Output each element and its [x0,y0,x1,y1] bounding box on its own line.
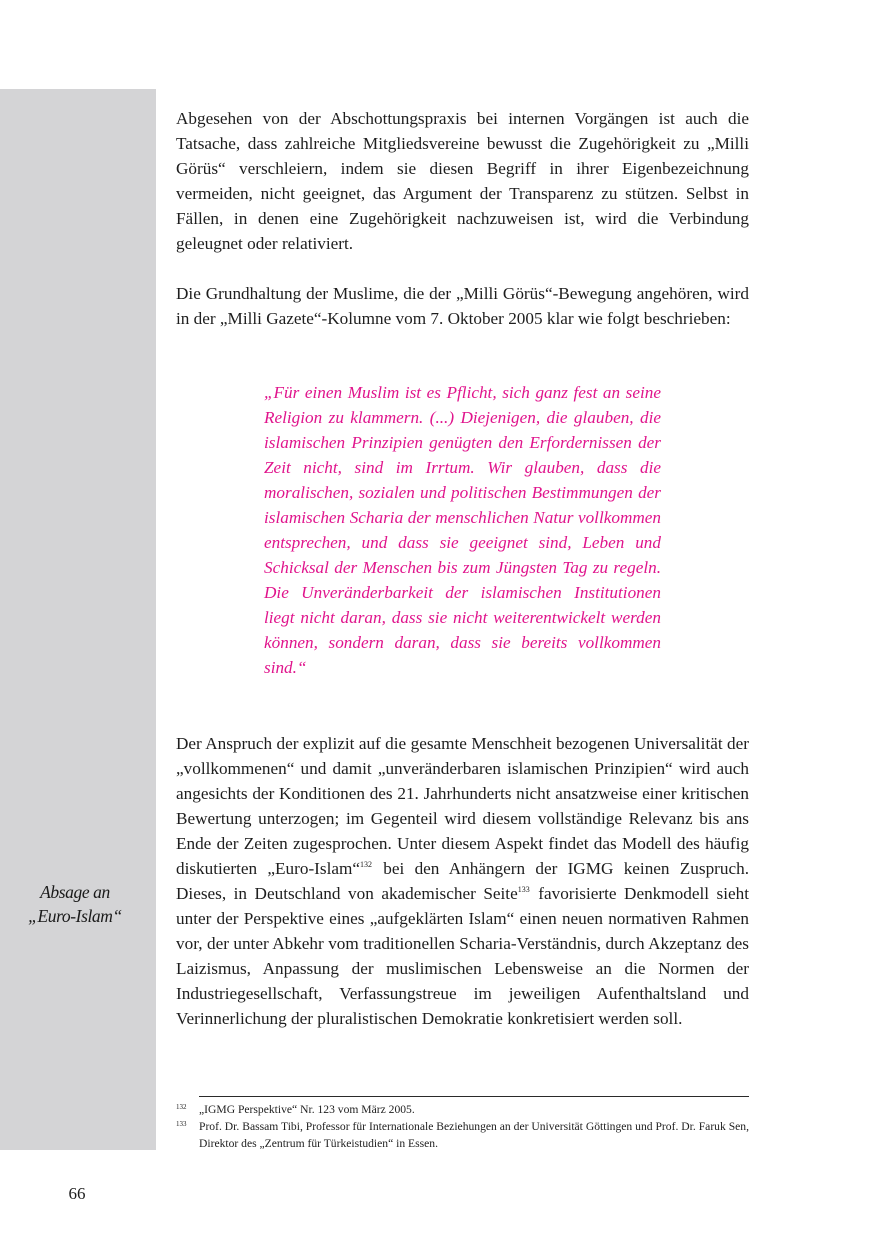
footnote-divider [199,1096,749,1097]
footnote-number: 132 [176,1103,187,1111]
footnote-133 [176,1118,749,1152]
footnote-text: „IGMG Perspektive“ Nr. 123 vom März 2005. [199,1103,415,1116]
paragraph-3 [176,731,749,1031]
footnote-ref-132[interactable]: 132 [360,860,373,869]
paragraph-3-text-a: Der Anspruch der explizit auf die gesamte Menschheit bezogenen Universalität der „vollkommenen“ und damit „unveränderbaren islamischen Prinzipien“ wird auch angesichts der Konditionen des 21. Jahrhunderts nicht ansatzweise einer kritischen Bewertung unterzogen; im Gegenteil wird diesem vollständige Relevanz bis ans Ende der Zeiten zugesprochen. Unter diesem Aspekt findet das Modell des häufig diskutierten „Euro-Islam“ [176,734,749,878]
paragraph-3-text-c: favorisierte Denkmodell sieht unter der Perspektive eines „aufgeklärten Islam“ einen neuen normativen Rahmen vor, der unter Abkehr vom traditionellen Scharia-Verständnis, durch Akzeptanz des Laizismus, Anpassung der muslimischen Lebensweise an die Normen der Industriegesellschaft, Verfassungstreue im jeweiligen Aufenthaltsland und Verinnerlichung der pluralistischen Demokratie konkretisiert werden soll. [176,884,750,1028]
footnote-number: 133 [176,1120,187,1128]
margin-note-line-1: Absage an [40,882,110,902]
margin-note [0,880,150,928]
paragraph-3-text-b: bei den Anhängern der IGMG keinen Zuspruch. Dieses, in Deutschland von akademischer Seite [176,859,749,903]
margin-note-line-2: „Euro-Islam“ [28,906,122,926]
page-number: 66 [68,1184,86,1203]
paragraph-2: Die Grundhaltung der Muslime, die der „Milli Görüs“-Bewegung angehören, wird in der „Milli Gazete“-Kolumne vom 7. Oktober 2005 klar wie folgt beschrieben: [176,284,749,328]
paragraph-1: Abgesehen von der Abschottungspraxis bei internen Vorgängen ist auch die Tatsache, dass zahlreiche Mitgliedsvereine bewusst die Zugehörigkeit zu „Milli Görüs“ verschleiern, indem sie diesen Begriff in ihrer Eigenbezeichnung vermeiden, nicht geeignet, das Argument der Transparenz zu stützen. Selbst in Fällen, in denen eine Zugehörigkeit nachzuweisen ist, wird die Verbindung geleugnet oder relativiert. [176,109,749,253]
footnote-ref-133[interactable]: 133 [517,885,530,894]
footnote-text: Prof. Dr. Bassam Tibi, Professor für Internationale Beziehungen an der Universität Göttingen und Prof. Dr. Faruk Sen, Direktor des „Zentrum für Türkeistudien“ in Essen. [199,1120,749,1150]
side-margin-band [0,89,156,1150]
footnotes [176,1101,749,1152]
footnote-132 [176,1101,749,1118]
block-quote: „Für einen Muslim ist es Pflicht, sich ganz fest an seine Religion zu klammern. (...) Diejenigen, die glauben, die islamischen Prinzipien genügten den Erfordernissen der Zeit nicht, sind im Irrtum. Wir glauben, dass die moralischen, sozialen und politischen Bestimmungen der islamischen Scharia der menschlichen Natur vollkommen entsprechen, und dass sie geeignet sind, Leben und Schicksal der Menschen bis zum Jüngsten Tag zu regeln. Die Unveränderbarkeit der islamischen Institutionen liegt nicht daran, dass sie nicht weiterentwickelt werden können, sondern daran, dass sie bereits vollkommen sind.“ [264,383,661,677]
